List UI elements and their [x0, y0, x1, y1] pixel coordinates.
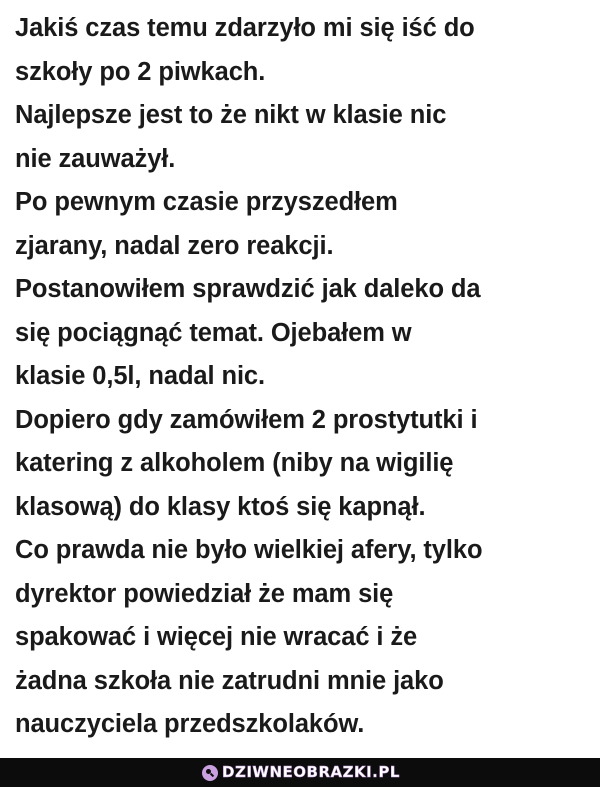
post-line: spakować i więcej nie wracać i że [15, 623, 418, 651]
post-line: Co prawda nie było wielkiej afery, tylko [15, 536, 483, 564]
post-line: nauczyciela przedszkolaków. [15, 710, 365, 738]
post-line: zjarany, nadal zero reakcji. [15, 231, 334, 260]
post-line: dyrektor powiedział że mam się [15, 579, 394, 608]
post-text [15, 7, 590, 747]
post-line: nie zauważył. [15, 144, 176, 173]
watermark-text: DZIWNEOBRAZKI.PL [222, 763, 400, 781]
post-line: się pociągnąć temat. Ojebałem w [15, 318, 412, 347]
post-line: katering z alkoholem (niby na wigilię [15, 449, 454, 477]
post-line: klasową) do klasy ktoś się kapnął. [15, 492, 426, 521]
post-line: żadna szkoła nie zatrudni mnie jako [15, 666, 444, 695]
post-line: Jakiś czas temu zdarzyło mi się iść do [15, 14, 475, 42]
post-line: Najlepsze jest to że nikt w klasie nic [15, 101, 447, 129]
post-line: klasie 0,5l, nadal nic. [15, 362, 265, 390]
watermark-bar [0, 758, 600, 787]
post-line: Dopiero gdy zamówiłem 2 prostytutki i [15, 405, 478, 434]
post-line: Postanowiłem sprawdzić jak daleko da [15, 275, 481, 303]
magnifier-icon [202, 765, 218, 781]
post-line: Po pewnym czasie przyszedłem [15, 188, 398, 216]
post-line: szkoły po 2 piwkach. [15, 57, 266, 86]
watermark[interactable] [202, 764, 400, 781]
